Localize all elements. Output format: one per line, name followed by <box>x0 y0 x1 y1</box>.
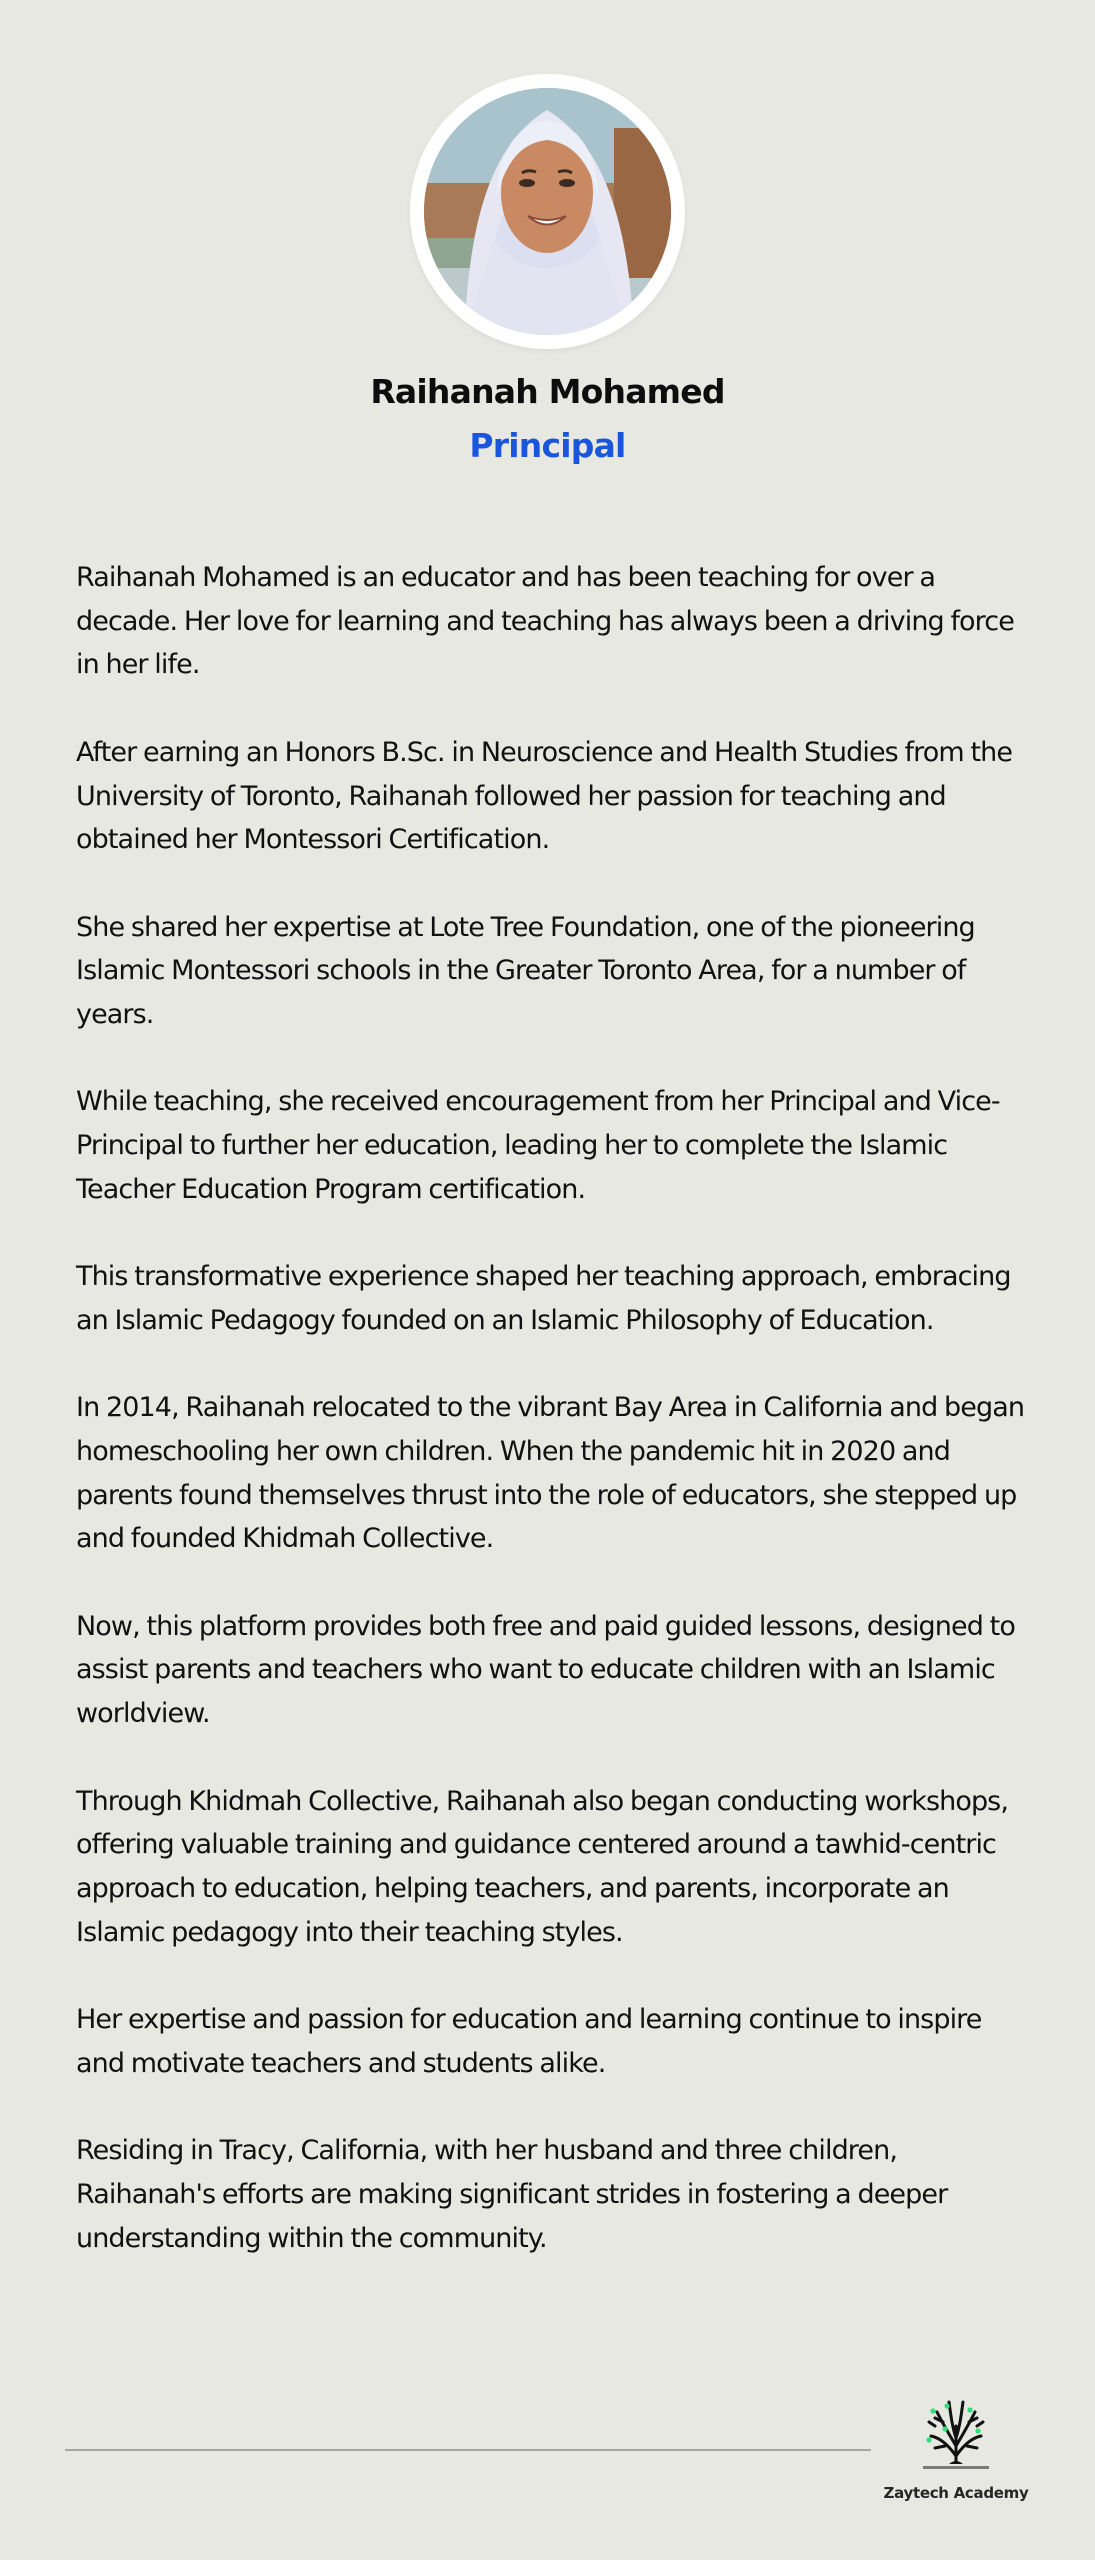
person-role: Principal <box>469 426 626 465</box>
bio-paragraph: Her expertise and passion for education and learning continue to inspire and motivate teachers and students alike. <box>76 2004 982 2079</box>
bio-paragraph: Now, this platform provides both free and paid guided lessons, designed to assist parents and teachers who want to educate children with an Islamic worldview. <box>76 1610 1015 1730</box>
bio-paragraph: Raihanah Mohamed is an educator and has been teaching for over a decade. Her love for learning and teaching has always been a driving force in her life. <box>76 562 1014 681</box>
bio-paragraph: While teaching, she received encouragement from her Principal and Vice-Principal to further her education, leading her to complete the Islamic Teacher Education Program certification. <box>76 1086 1000 1205</box>
bio-section <box>76 556 1026 2304</box>
bio-paragraph: She shared her expertise at Lote Tree Foundation, one of the pioneering Islamic Montessori schools in the Greater Toronto Area, for a number of years. <box>76 911 975 1030</box>
person-name: Raihanah Mohamed <box>370 372 725 411</box>
avatar <box>424 88 671 335</box>
brand-logo <box>876 2390 1036 2510</box>
footer-divider <box>65 2449 871 2451</box>
bio-paragraph: In 2014, Raihanah relocated to the vibrant Bay Area in California and began homeschooling her own children. When the pandemic hit in 2020 and parents found themselves thrust into the role of educators, she stepped up and founded Khidmah Collective. <box>76 1392 1025 1555</box>
portrait-photo <box>424 88 671 335</box>
brand-name: Zaytech Academy <box>883 2484 1029 2502</box>
avatar-frame <box>410 74 685 349</box>
bio-paragraph: This transformative experience shaped her teaching approach, embracing an Islamic Pedagogy founded on an Islamic Philosophy of Education. <box>76 1261 1011 1336</box>
bio-paragraph: After earning an Honors B.Sc. in Neuroscience and Health Studies from the University of Toronto, Raihanah followed her passion for teaching and obtained her Montessori Certification. <box>76 736 1013 856</box>
bio-paragraph: Through Khidmah Collective, Raihanah also began conducting workshops, offering valuable training and guidance centered around a tawhid-centric approach to education, helping teachers, and parents, incorporate an Islamic pedagogy into their teaching styles. <box>76 1785 1009 1948</box>
tree-icon <box>921 2396 991 2470</box>
bio-paragraph: Residing in Tracy, California, with her husband and three children, Raihanah's efforts are making significant strides in fostering a deeper understanding within the community. <box>76 2135 948 2254</box>
